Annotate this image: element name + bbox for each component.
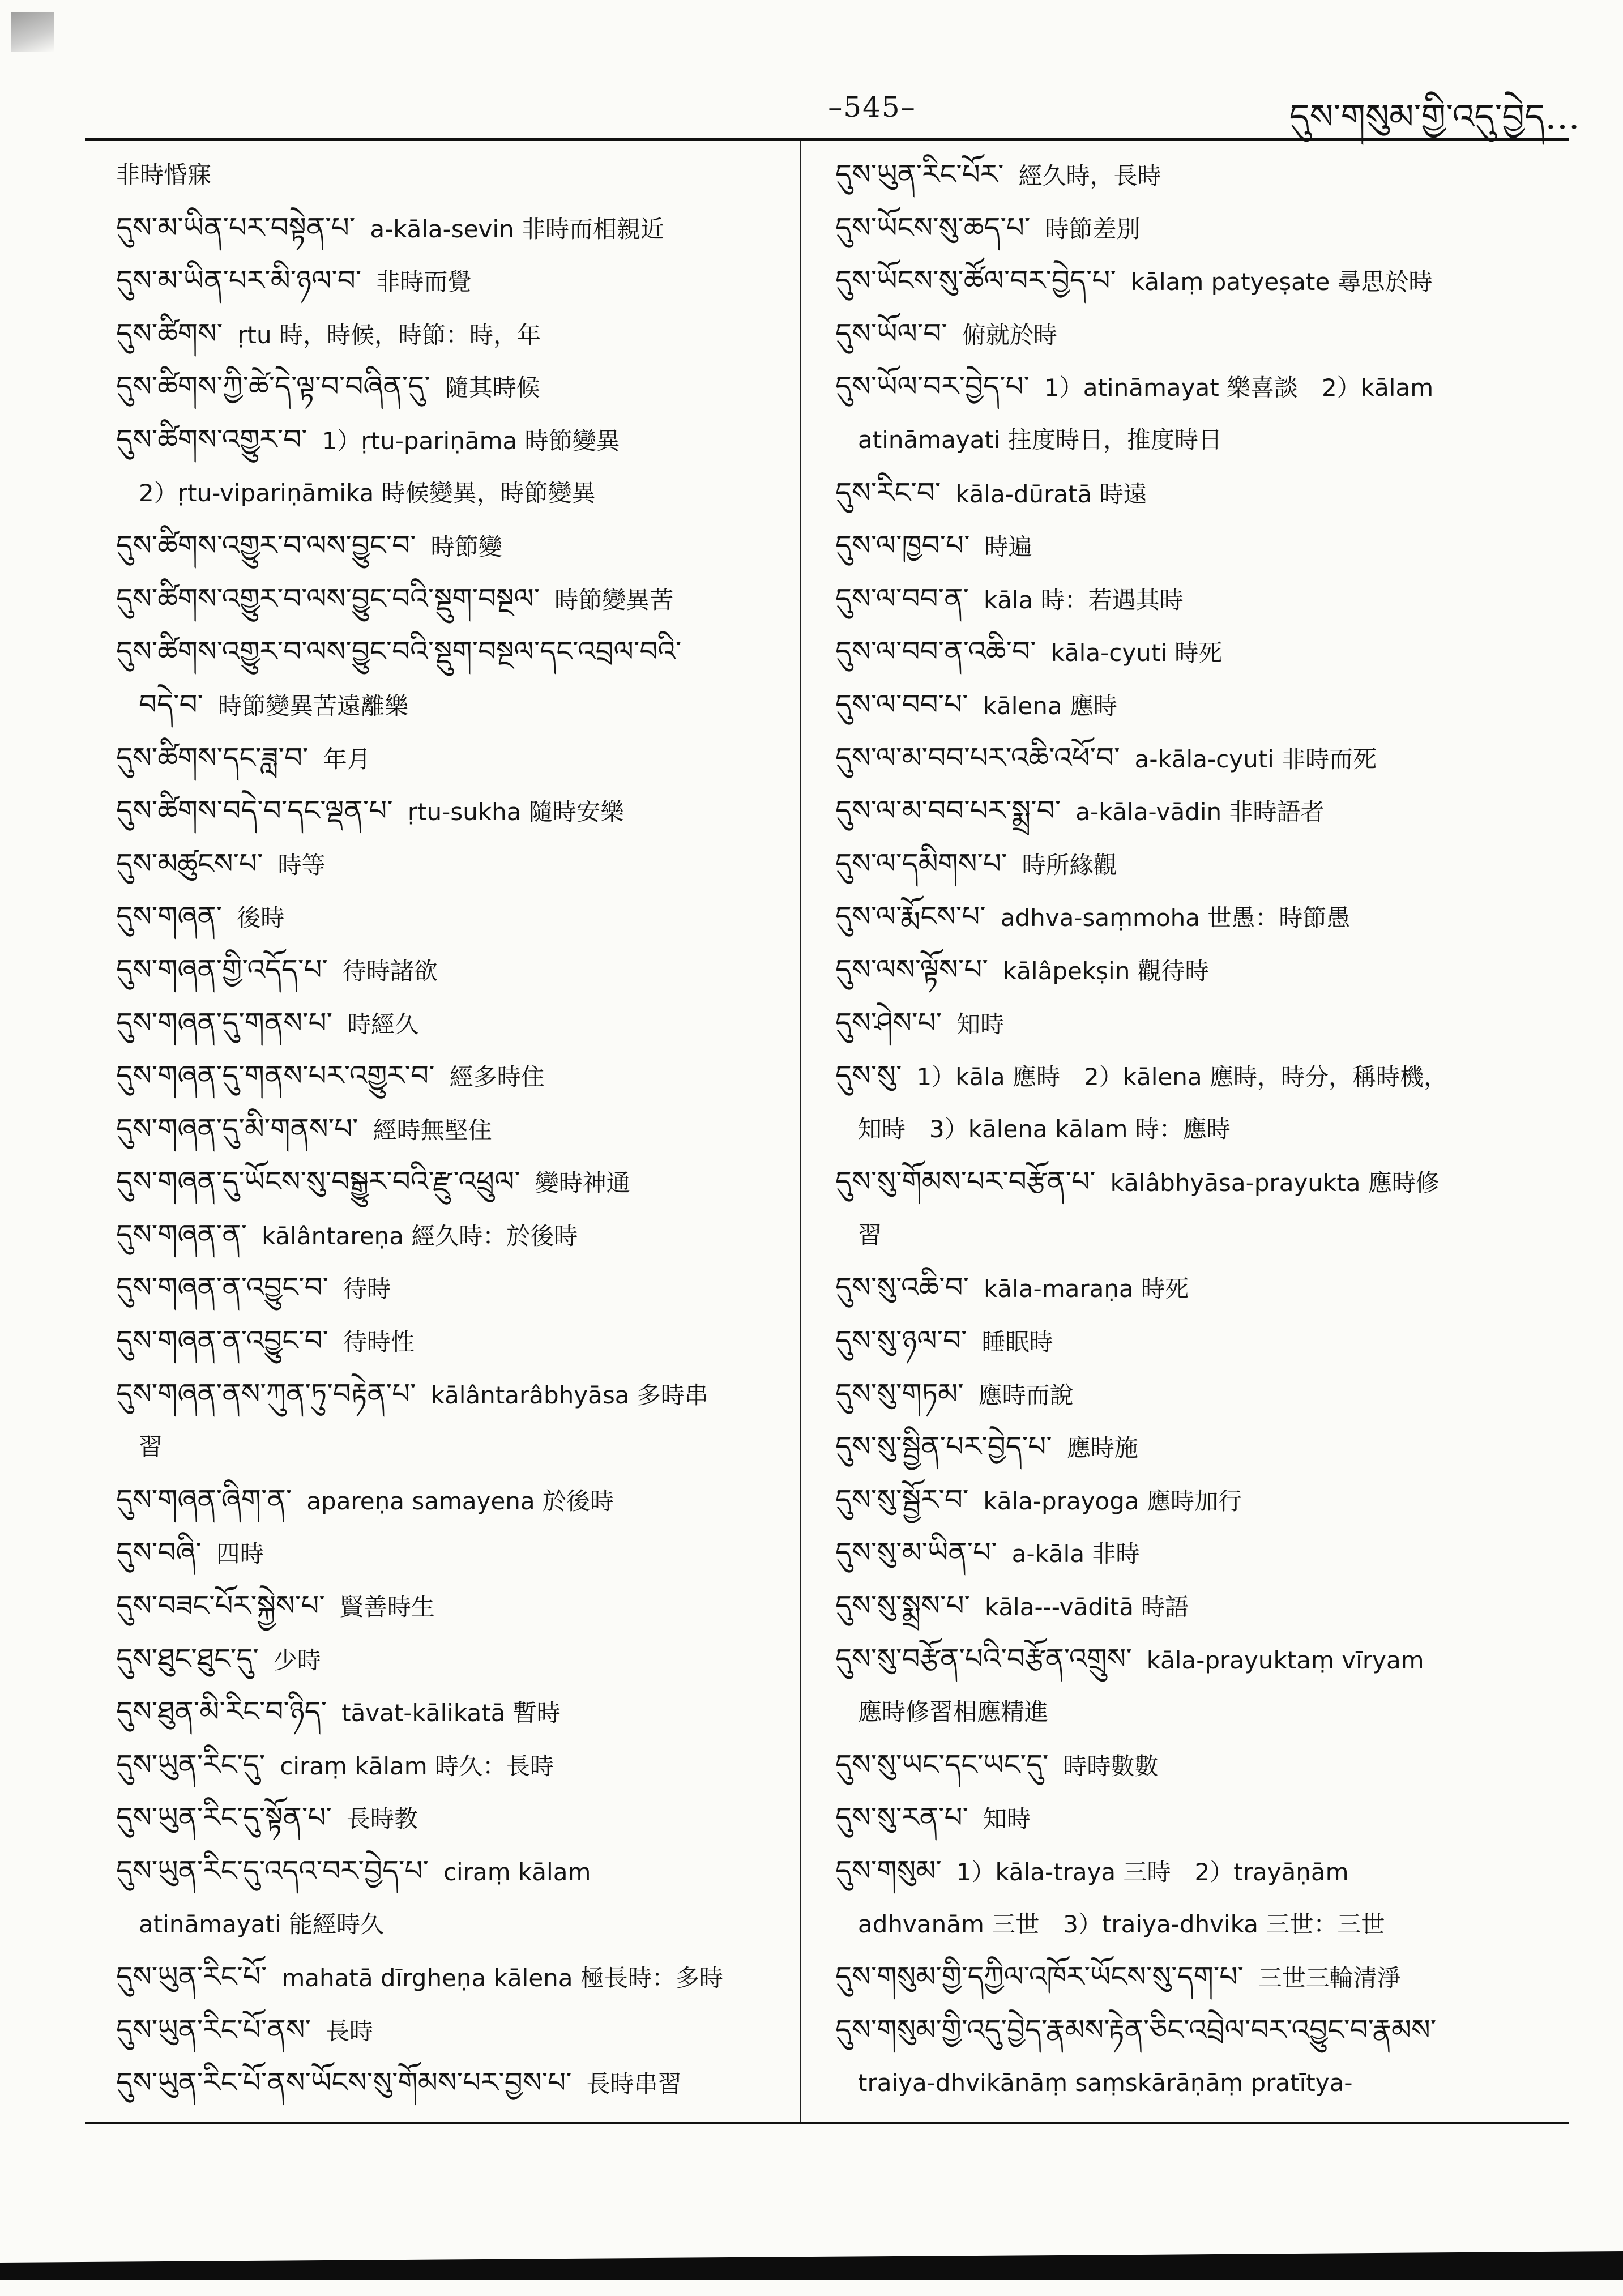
dictionary-entry [835,148,1560,202]
tibetan-headword: དུས་ཚིགས་འགྱུར་བ་ [116,423,307,456]
tibetan-headword: དུས་བཞི་ [116,1536,202,1569]
entry-gloss: kāla---vāditā 時語 [985,1593,1189,1621]
dictionary-entry [835,1261,1560,1315]
scan-corner-mark [11,12,54,52]
entry-gloss: 應時施 [1066,1434,1138,1462]
dictionary-entry [835,202,1560,255]
dictionary-entry [116,838,784,891]
tibetan-headword: དུས་གཞན་གྱི་འདོད་པ་ [116,953,328,986]
bottom-rule [85,2122,1569,2124]
tibetan-headword: དུས་གཞན་དུ་མི་གནས་པ་ [116,1112,358,1145]
dictionary-entry [835,1526,1560,1580]
tibetan-headword: དུས་ཤེས་པ་ [835,1006,942,1039]
entry-gloss: 待時性 [343,1328,415,1356]
entry-gloss: 長時教 [346,1805,418,1833]
dictionary-entry [835,1898,1560,1951]
entry-gloss: 變時神通 [535,1169,630,1197]
entry-gloss: 四時 [216,1540,264,1568]
dictionary-entry [835,1791,1560,1845]
tibetan-headword: དུས་གཞན་ནས་ཀུན་ཏུ་བརྟེན་པ་ [116,1377,416,1410]
entry-gloss: 1）atināmayat 樂喜談 2）kālam [1044,374,1434,402]
tibetan-headword: དུས་ཡུན་རིང་དུ་སྟོན་པ་ [116,1801,332,1834]
tibetan-headword: དུས་སུ་རན་པ་ [835,1801,968,1834]
tibetan-headword: དུས་ཡོལ་བར་བྱེད་པ་ [835,370,1030,403]
entry-gloss: 隨其時候 [445,374,540,402]
dictionary-entry [835,1580,1560,1633]
tibetan-headword: དུས་གསུམ་ [835,1854,942,1887]
tibetan-headword: དུས་ཐུན་མི་རིང་བ་ཉིད་ [116,1695,327,1729]
entry-gloss: 經時無堅住 [373,1116,492,1144]
entry-gloss: kālântarâbhyāsa 多時串 [430,1381,708,1409]
tibetan-headword: དུས་ཡུན་རིང་པོར་ [835,158,1004,191]
tibetan-headword: དུས་སུ་ཉལ་བ་ [835,1324,967,1358]
dictionary-entry [116,678,784,732]
dictionary-entry [835,1368,1560,1421]
dictionary-entry [116,1261,784,1315]
tibetan-headword: དུས་མཚུངས་པ་ [116,847,263,880]
tibetan-headword: དུས་ལ་དམིགས་པ་ [835,847,1007,880]
entry-gloss: 睡眠時 [981,1328,1053,1356]
page-number: –545– [828,91,916,123]
dictionary-entry [835,784,1560,838]
dictionary-entry [116,997,784,1050]
tibetan-headword: དུས་གཞན་དུ་ཡོངས་སུ་བསྒྱུར་བའི་རྫུ་འཕྲུལ་ [116,1165,520,1198]
tibetan-headword: དུས་སུ་གཏམ་ [835,1377,964,1410]
dictionary-entry [116,254,784,308]
dictionary-entry [116,1368,784,1421]
entry-gloss: apareṇa samayena 於後時 [306,1487,614,1515]
tibetan-headword: བདེ་བ་ [139,688,204,721]
dictionary-entry [835,1739,1560,1792]
entry-gloss: kālântareṇa 經久時：於後時 [262,1222,578,1250]
tibetan-headword: དུས་ཡོངས་སུ་ཚོལ་བར་བྱེད་པ་ [835,264,1116,297]
tibetan-headword: དུས་གཞན་ཞིག་ན་ [116,1483,292,1516]
dictionary-entry [116,413,784,467]
dictionary-entry [835,944,1560,997]
dictionary-entry [116,1049,784,1103]
dictionary-entry [835,1049,1560,1103]
entry-gloss: 知時 [956,1010,1005,1038]
entry-gloss: kālaṃ patyeṣate 尋思於時 [1130,268,1433,296]
dictionary-entry [116,1420,784,1474]
dictionary-entry [116,467,784,520]
entry-gloss: 1）kāla 應時 2）kālena 應時，時分，稱時機， [916,1063,1447,1091]
tibetan-headword: དུས་སུ་ [835,1059,902,1092]
dictionary-entry [116,1845,784,1898]
tibetan-headword: དུས་ཚིགས་འགྱུར་བ་ལས་བྱུང་བའི་སྡུག་བསྔལ་དང་འབྲལ་བའི་ [116,635,682,668]
entry-gloss: 時時數數 [1063,1752,1159,1780]
entry-gloss: 知時 3）kālena kālam 時：應時 [858,1115,1231,1143]
entry-gloss: atināmayati 拄度時日，推度時日 [858,425,1222,454]
dictionary-entry [116,1209,784,1262]
dictionary-entry [116,1633,784,1686]
entry-gloss: traiya-dhvikānāṃ saṃskārāṇāṃ pratītya- [858,2069,1353,2097]
tibetan-headword: དུས་གཞན་དུ་གནས་པར་འགྱུར་བ་ [116,1059,435,1092]
entry-gloss: 少時 [273,1646,321,1674]
tibetan-headword: དུས་ཚིགས་དང་ཟླ་བ་ [116,741,309,774]
dictionary-entry [835,1633,1560,1686]
dictionary-entry [116,625,784,678]
entry-gloss: 年月 [323,745,371,773]
dictionary-entry [116,1791,784,1845]
tibetan-headword: དུས་གཞན་ན་འབྱུང་བ་ [116,1271,329,1304]
dictionary-entry [835,360,1560,413]
dictionary-entry [835,1209,1560,1262]
dictionary-entry [835,1474,1560,1527]
entry-gloss: ṛtu-sukha 隨時安樂 [407,798,624,826]
tibetan-headword: དུས་ཚིགས་བདེ་བ་དང་ལྡན་པ་ [116,794,393,827]
tibetan-headword: དུས་གཞན་ན་ [116,1218,247,1251]
entry-gloss: ciraṃ kālam 時久：長時 [280,1752,554,1780]
dictionary-entry [835,997,1560,1050]
dictionary-entry [116,732,784,785]
dictionary-entry [116,1739,784,1792]
entry-gloss: 應時修習相應精進 [858,1698,1049,1726]
tibetan-headword: དུས་ལ་ཁྱབ་པ་ [835,529,970,562]
entry-gloss: a-kāla 非時 [1011,1540,1140,1568]
tibetan-headword: དུས་ལ་བབ་ན་འཆི་བ་ [835,635,1036,668]
tibetan-headword: དུས་ལ་མ་བབ་པར་འཆི་འཕོ་བ་ [835,741,1120,774]
entry-gloss: 時等 [277,851,326,879]
tibetan-headword: དུས་སུ་འཆི་བ་ [835,1271,969,1304]
entry-gloss: adhva-saṃmoha 世愚：時節愚 [1000,904,1351,932]
entry-gloss: 時節差別 [1045,215,1141,243]
left-column [116,148,784,2114]
dictionary-entry [835,1685,1560,1739]
entry-gloss: 俯就於時 [962,321,1057,349]
entry-gloss: kālâbhyāsa-prayukta 應時修 [1110,1169,1440,1197]
entry-gloss: a-kāla-vādin 非時語者 [1075,798,1325,826]
entry-gloss: 時所緣觀 [1022,851,1117,879]
dictionary-entry [116,1526,784,1580]
dictionary-entry [835,573,1560,626]
tibetan-headword: དུས་ཡུན་རིང་དུ་ [116,1748,266,1781]
entry-gloss: 時節變異苦遠離樂 [218,692,409,720]
entry-gloss: atināmayati 能經時久 [139,1910,384,1938]
dictionary-entry [116,148,784,202]
dictionary-entry [835,1155,1560,1209]
entry-gloss: 時遍 [984,533,1032,561]
tibetan-headword: དུས་མ་ཡིན་པར་བསྟེན་པ་ [116,211,356,244]
tibetan-headword: དུས་ཚིགས་འགྱུར་བ་ལས་བྱུང་བ་ [116,529,416,562]
dictionary-entry [116,1580,784,1633]
tibetan-headword: དུས་སུ་མ་ཡིན་པ་ [835,1536,997,1569]
tibetan-headword: དུས་གཞན་ན་འབྱུང་བ་ [116,1324,329,1358]
dictionary-entry [835,1845,1560,1898]
entry-gloss: a-kāla-sevin 非時而相親近 [370,215,665,243]
tibetan-headword: དུས་ལ་བབ་པ་ [835,688,968,721]
dictionary-entry [835,838,1560,891]
tibetan-headword: དུས་ཡུན་རིང་དུ་འདའ་བར་བྱེད་པ་ [116,1854,429,1887]
entry-gloss: a-kāla-cyuti 非時而死 [1134,745,1377,773]
dictionary-entry [116,2004,784,2057]
entry-gloss: 待時諸欲 [342,957,438,985]
dictionary-entry [116,944,784,997]
entry-gloss: 應時而說 [978,1381,1074,1409]
dictionary-entry [835,732,1560,785]
dictionary-entry [116,1685,784,1739]
dictionary-entry [116,1951,784,2004]
tibetan-headword: དུས་ལ་རྨོངས་པ་ [835,900,986,933]
tibetan-headword: དུས་ཐུང་ཐུང་དུ་ [116,1642,259,1675]
dictionary-entry [835,1315,1560,1368]
entry-gloss: 非時而覺 [376,268,472,296]
entry-gloss: kālena 應時 [983,692,1117,720]
tibetan-headword: དུས་ཚིགས་ [116,317,223,350]
dictionary-entry [835,254,1560,308]
dictionary-entry [116,1315,784,1368]
entry-gloss: 待時 [343,1275,391,1303]
dictionary-entry [835,467,1560,520]
tibetan-headword: དུས་ལ་མ་བབ་པར་སྨྲ་བ་ [835,794,1061,827]
dictionary-entry [116,202,784,255]
tibetan-headword: དུས་ཚིགས་འགྱུར་བ་ལས་བྱུང་བའི་སྡུག་བསྔལ་ [116,582,540,615]
entry-gloss: 長時 [325,2017,373,2045]
entry-gloss: kāla-cyuti 時死 [1050,639,1223,667]
dictionary-entry [835,2004,1560,2057]
dictionary-entry [116,1155,784,1209]
entry-gloss: 時節變 [430,533,502,561]
tibetan-headword: དུས་སུ་སྦྱོར་བ་ [835,1483,969,1516]
entry-gloss: 經多時住 [449,1063,545,1091]
page-header [85,68,1580,136]
tibetan-headword: དུས་ལས་ལྟོས་པ་ [835,953,988,986]
entry-gloss: 時經久 [347,1010,419,1038]
dictionary-entry [116,308,784,361]
entry-gloss: 賢善時生 [339,1593,435,1621]
entry-gloss: adhvanām 三世 3）traiya-dhvika 三世：三世 [858,1910,1385,1938]
entry-gloss: kāla 時：若遇其時 [983,586,1184,614]
tibetan-headword: དུས་མ་ཡིན་པར་མི་ཉལ་བ་ [116,264,362,297]
top-rule [85,138,1569,141]
column-divider [800,141,801,2122]
entry-gloss: 非時惛寐 [116,161,212,189]
tibetan-headword: དུས་ཡོངས་སུ་ཆད་པ་ [835,211,1031,244]
entry-gloss: 後時 [237,904,285,932]
tibetan-headword: དུས་ཚིགས་ཀྱི་ཚེ་དེ་ལྟ་བ་བཞིན་དུ་ [116,370,430,403]
dictionary-entry [835,308,1560,361]
dictionary-entry [116,360,784,413]
tibetan-headword: དུས་ཡུན་རིང་པོ་ནས་ [116,2013,311,2046]
dictionary-entry [835,625,1560,678]
entry-gloss: 1）kāla-traya 三時 2）trayāṇām [956,1858,1349,1886]
entry-gloss: 長時串習 [586,2070,682,2098]
entry-gloss: kālâpekṣin 觀待時 [1002,957,1209,985]
entry-gloss: 1）ṛtu-pariṇāma 時節變異 [322,426,620,455]
dictionary-entry [835,890,1560,944]
entry-gloss: 習 [139,1433,163,1461]
tibetan-headword: དུས་སུ་གོམས་པར་བརྩོན་པ་ [835,1165,1096,1198]
dictionary-entry [835,1103,1560,1156]
entry-gloss: kāla-prayuktaṃ vīryam [1146,1646,1424,1674]
dictionary-entry [116,1474,784,1527]
entry-gloss: kāla-maraṇa 時死 [984,1275,1189,1303]
entry-gloss: kāla-prayoga 應時加行 [983,1487,1242,1515]
tibetan-headword: དུས་ཡུན་རིང་པོ་ནས་ཡོངས་སུ་གོམས་པར་བྱས་པ་ [116,2066,572,2099]
entry-gloss: 經久時，長時 [1018,162,1161,190]
dictionary-entry [835,1951,1560,2004]
entry-gloss: 時節變異苦 [554,586,674,614]
tibetan-headword: དུས་ལ་བབ་ན་ [835,582,969,615]
tibetan-headword: དུས་ཡོལ་བ་ [835,317,947,350]
tibetan-headword: དུས་རིང་བ་ [835,476,941,509]
entry-gloss: 三世三輪清淨 [1258,1964,1401,1992]
tibetan-headword: དུས་སུ་བརྩོན་པའི་བརྩོན་འགྲུས་ [835,1642,1132,1675]
tibetan-headword: དུས་གཞན་ [116,900,223,933]
dictionary-entry [835,413,1560,467]
dictionary-entry [835,678,1560,732]
dictionary-entry [116,573,784,626]
dictionary-entry [116,890,784,944]
right-column [835,148,1560,2114]
dictionary-entry [835,1420,1560,1474]
tibetan-headword: དུས་གསུམ་གྱི་དཀྱིལ་འཁོར་ཡོངས་སུ་དག་པ་ [835,1960,1244,1994]
dictionary-entry [116,784,784,838]
running-head: དུས་གསུམ་གྱི་འདུ་བྱེད… [1289,96,1580,137]
entry-gloss: 習 [858,1220,882,1249]
entry-gloss: 知時 [983,1805,1031,1833]
tibetan-headword: དུས་སུ་སྦྱིན་པར་བྱེད་པ་ [835,1430,1052,1463]
tibetan-headword: དུས་གཞན་དུ་གནས་པ་ [116,1006,333,1039]
dictionary-entry [116,519,784,573]
entry-gloss: ṛtu 時，時候，時節：時，年 [237,321,541,349]
scan-bottom-edge [0,2251,1623,2280]
entry-gloss: 2）ṛtu-vipariṇāmika 時候變異，時節變異 [139,479,596,507]
tibetan-headword: དུས་སུ་སྨྲས་པ་ [835,1589,970,1623]
tibetan-headword: དུས་གསུམ་གྱི་འདུ་བྱེད་རྣམས་རྟེན་ཅིང་འབྲེལ་བར་འབྱུང་བ་རྣམས་ [835,2013,1437,2046]
tibetan-headword: དུས་བཟང་པོར་སྐྱེས་པ་ [116,1589,325,1623]
tibetan-headword: དུས་སུ་ཡང་དང་ཡང་དུ་ [835,1748,1049,1781]
dictionary-entry [116,2056,784,2110]
dictionary-entry [835,519,1560,573]
dictionary-entry [116,1103,784,1156]
entry-gloss: kāla-dūratā 時遠 [955,480,1147,508]
entry-gloss: mahatā dīrgheṇa kālena 極長時：多時 [281,1964,723,1992]
dictionary-entry [835,2056,1560,2110]
dictionary-entry [116,1898,784,1951]
entry-gloss: ciraṃ kālam [443,1858,591,1886]
tibetan-headword: དུས་ཡུན་རིང་པོ་ [116,1960,267,1994]
entry-gloss: tāvat-kālikatā 暫時 [341,1699,561,1727]
